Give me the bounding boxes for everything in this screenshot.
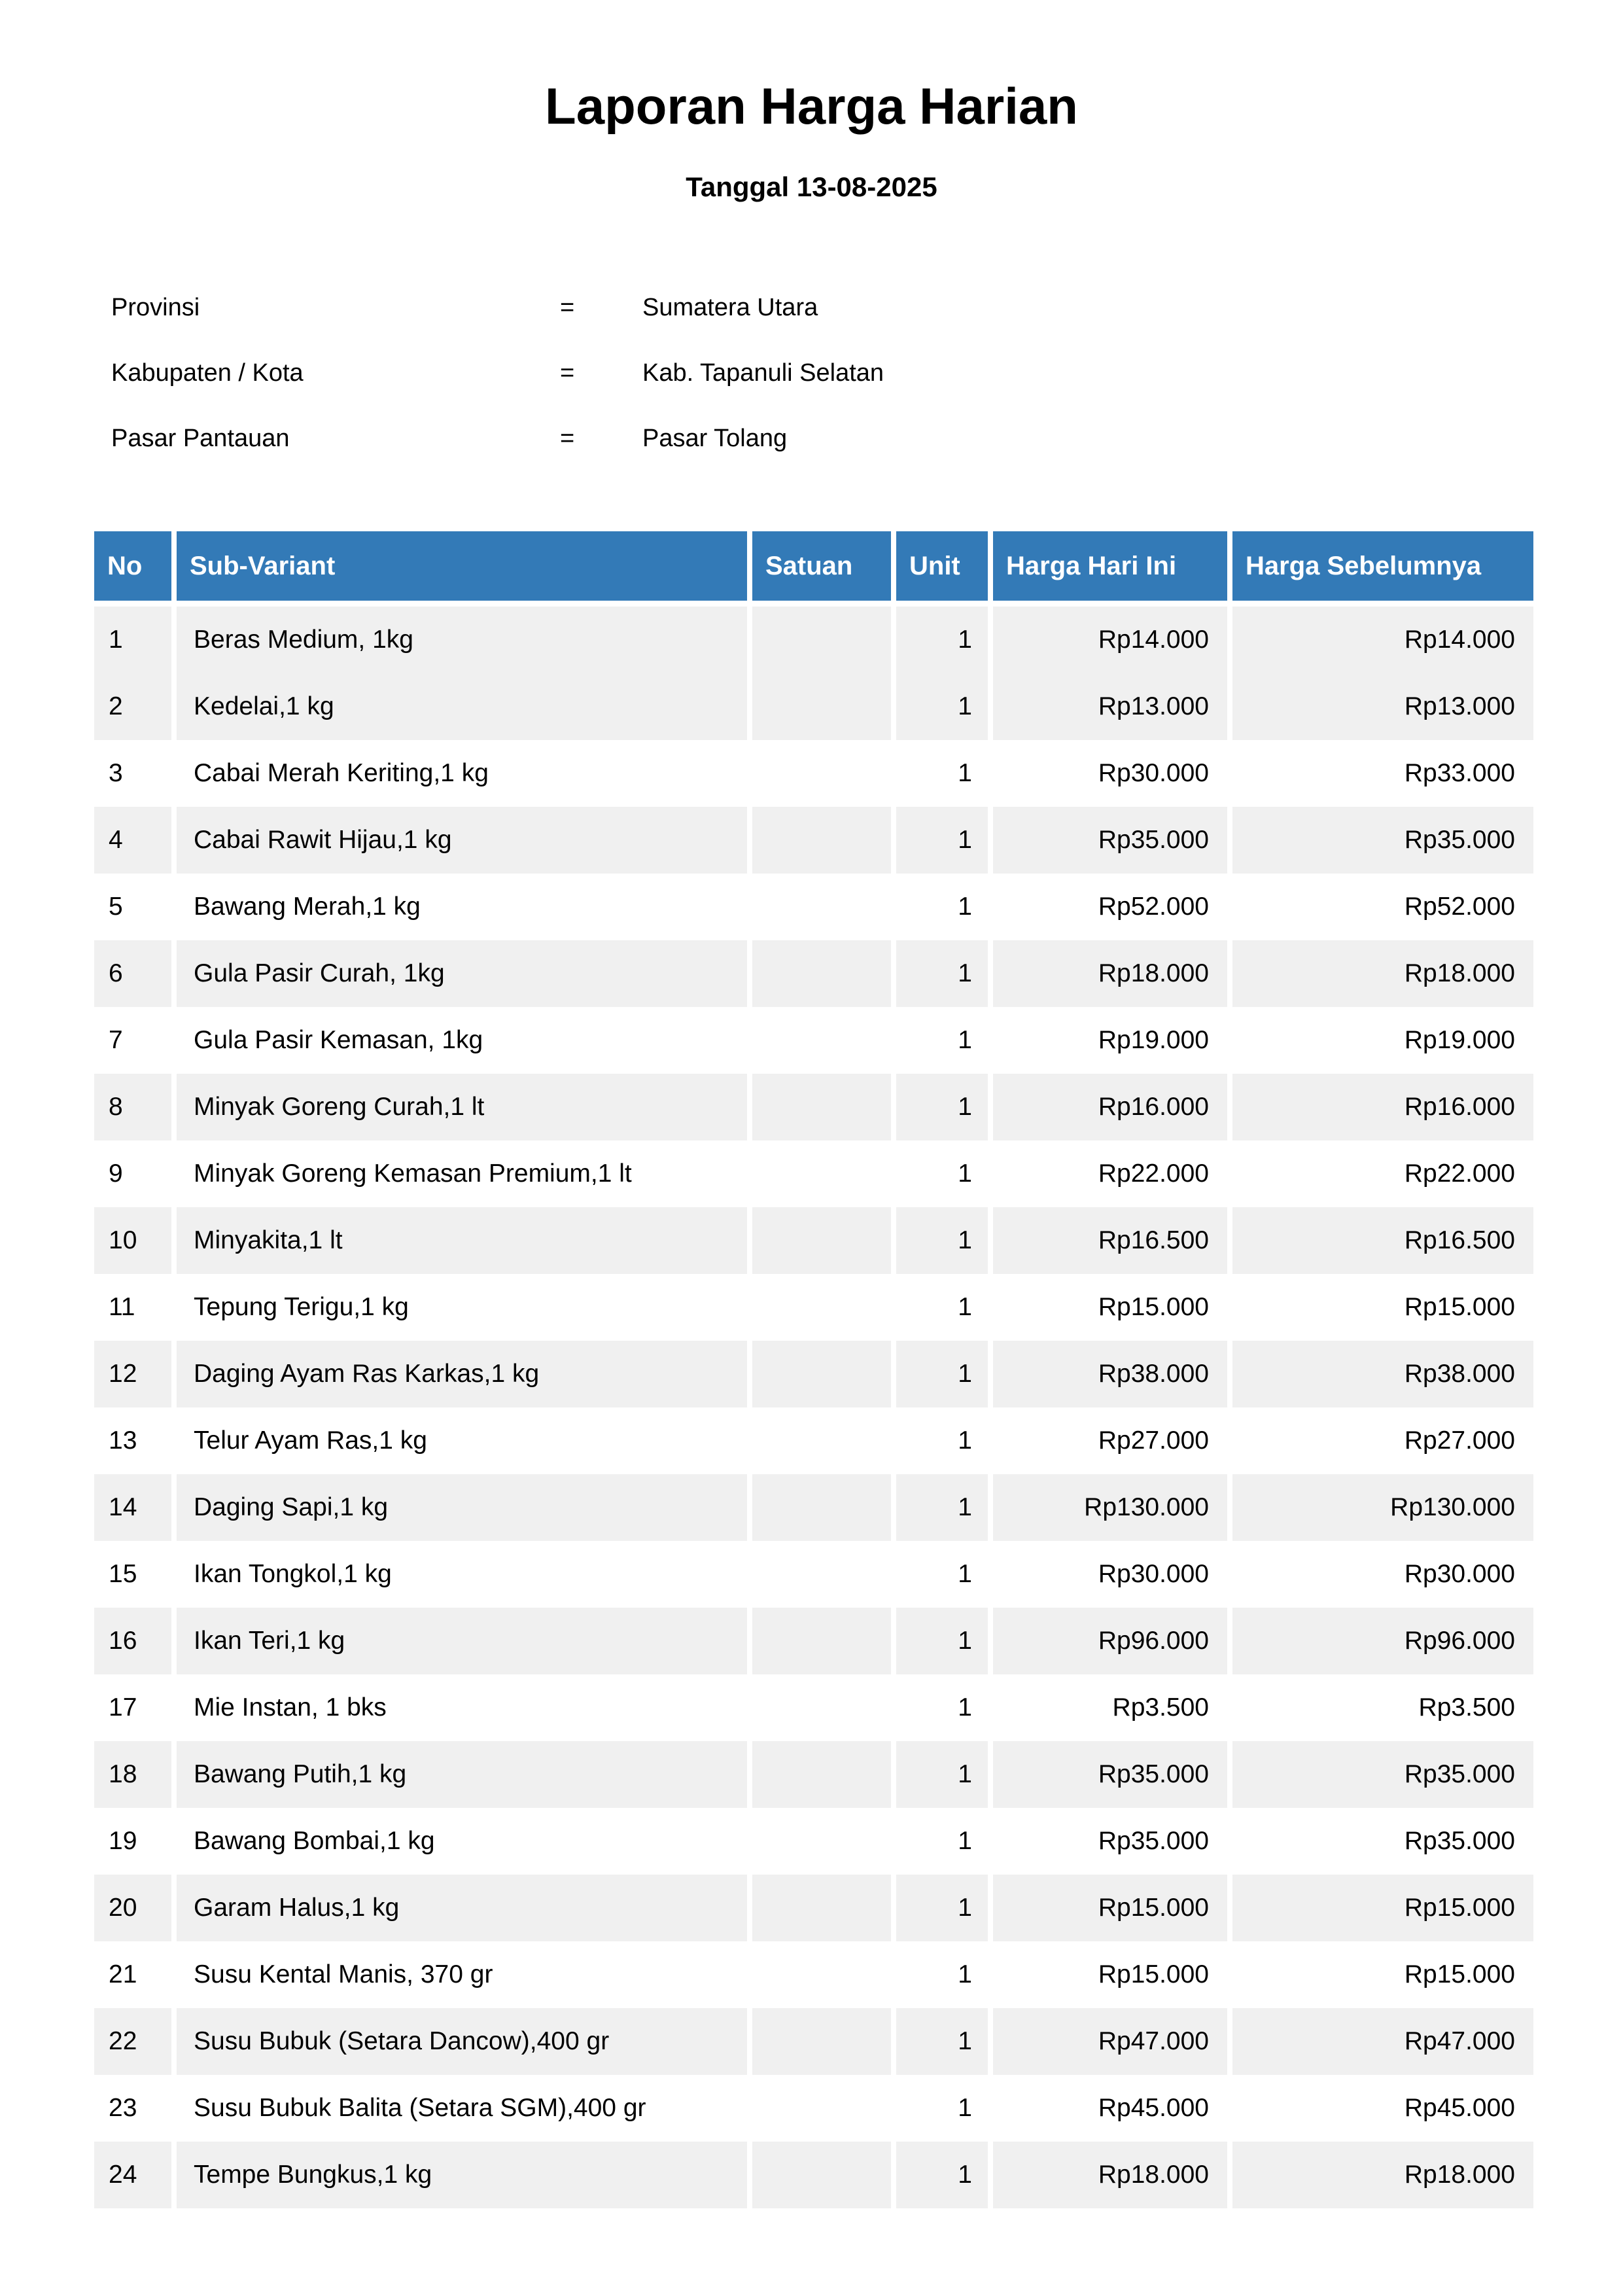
- cell-unit: 1: [896, 1341, 988, 1407]
- cell-no: 10: [94, 1207, 171, 1274]
- table-row: [94, 2075, 1533, 2142]
- cell-satuan: [752, 1608, 891, 1674]
- table-row: [94, 1407, 1533, 1474]
- cell-no: 2: [94, 673, 171, 740]
- cell-harga-sebelumnya: Rp16.000: [1232, 1074, 1533, 1140]
- cell-sub-variant: Bawang Bombai,1 kg: [177, 1808, 747, 1875]
- cell-sub-variant: Bawang Merah,1 kg: [177, 874, 747, 940]
- cell-satuan: [752, 1341, 891, 1407]
- cell-no: 12: [94, 1341, 171, 1407]
- cell-no: 22: [94, 2008, 171, 2075]
- cell-harga-hari-ini: Rp15.000: [993, 1875, 1227, 1941]
- cell-harga-sebelumnya: Rp22.000: [1232, 1140, 1533, 1207]
- cell-sub-variant: Daging Ayam Ras Karkas,1 kg: [177, 1341, 747, 1407]
- cell-harga-sebelumnya: Rp15.000: [1232, 1941, 1533, 2008]
- cell-unit: 1: [896, 673, 988, 740]
- cell-harga-hari-ini: Rp15.000: [993, 1941, 1227, 2008]
- cell-unit: 1: [896, 1140, 988, 1207]
- cell-satuan: [752, 1074, 891, 1140]
- cell-harga-hari-ini: Rp22.000: [993, 1140, 1227, 1207]
- cell-satuan: [752, 2075, 891, 2142]
- cell-satuan: [752, 1541, 891, 1608]
- metadata-equals: =: [560, 359, 575, 387]
- cell-sub-variant: Tepung Terigu,1 kg: [177, 1274, 747, 1341]
- cell-sub-variant: Gula Pasir Curah, 1kg: [177, 940, 747, 1007]
- cell-harga-hari-ini: Rp130.000: [993, 1474, 1227, 1541]
- cell-harga-hari-ini: Rp16.500: [993, 1207, 1227, 1274]
- table-row: [94, 874, 1533, 940]
- cell-harga-sebelumnya: Rp14.000: [1232, 607, 1533, 673]
- cell-no: 1: [94, 607, 171, 673]
- header-cell-no: No: [94, 531, 171, 601]
- cell-satuan: [752, 673, 891, 740]
- price-table: [94, 531, 1533, 2208]
- cell-no: 3: [94, 740, 171, 807]
- cell-no: 6: [94, 940, 171, 1007]
- table-row: [94, 940, 1533, 1007]
- cell-unit: 1: [896, 1474, 988, 1541]
- table-row: [94, 807, 1533, 874]
- table-row: [94, 1274, 1533, 1341]
- cell-harga-hari-ini: Rp27.000: [993, 1407, 1227, 1474]
- cell-sub-variant: Cabai Merah Keriting,1 kg: [177, 740, 747, 807]
- table-row: [94, 1207, 1533, 1274]
- cell-unit: 1: [896, 1207, 988, 1274]
- cell-sub-variant: Susu Bubuk Balita (Setara SGM),400 gr: [177, 2075, 747, 2142]
- cell-no: 18: [94, 1741, 171, 1808]
- cell-unit: 1: [896, 1875, 988, 1941]
- cell-sub-variant: Garam Halus,1 kg: [177, 1875, 747, 1941]
- cell-harga-sebelumnya: Rp19.000: [1232, 1007, 1533, 1074]
- cell-unit: 1: [896, 2008, 988, 2075]
- metadata-value: Kab. Tapanuli Selatan: [642, 359, 884, 387]
- cell-no: 21: [94, 1941, 171, 2008]
- cell-harga-hari-ini: Rp45.000: [993, 2075, 1227, 2142]
- cell-sub-variant: Gula Pasir Kemasan, 1kg: [177, 1007, 747, 1074]
- cell-no: 5: [94, 874, 171, 940]
- page-title: Laporan Harga Harian: [545, 77, 1078, 135]
- cell-harga-sebelumnya: Rp130.000: [1232, 1474, 1533, 1541]
- cell-harga-sebelumnya: Rp35.000: [1232, 1808, 1533, 1875]
- table-row: [94, 1541, 1533, 1608]
- header-cell-harga-sebelumnya: Harga Sebelumnya: [1232, 531, 1533, 601]
- report-metadata: [111, 275, 1420, 471]
- table-row: [94, 1474, 1533, 1541]
- cell-harga-sebelumnya: Rp33.000: [1232, 740, 1533, 807]
- cell-no: 16: [94, 1608, 171, 1674]
- table-row: [94, 2142, 1533, 2208]
- cell-unit: 1: [896, 807, 988, 874]
- cell-no: 15: [94, 1541, 171, 1608]
- cell-sub-variant: Ikan Tongkol,1 kg: [177, 1541, 747, 1608]
- cell-harga-sebelumnya: Rp15.000: [1232, 1274, 1533, 1341]
- cell-satuan: [752, 1875, 891, 1941]
- cell-unit: 1: [896, 2075, 988, 2142]
- header-cell-unit: Unit: [896, 531, 988, 601]
- cell-sub-variant: Ikan Teri,1 kg: [177, 1608, 747, 1674]
- cell-sub-variant: Minyakita,1 lt: [177, 1207, 747, 1274]
- cell-no: 8: [94, 1074, 171, 1140]
- metadata-value: Sumatera Utara: [642, 293, 818, 321]
- cell-harga-sebelumnya: Rp18.000: [1232, 940, 1533, 1007]
- cell-harga-sebelumnya: Rp45.000: [1232, 2075, 1533, 2142]
- metadata-label: Provinsi: [111, 293, 200, 321]
- cell-harga-sebelumnya: Rp30.000: [1232, 1541, 1533, 1608]
- table-row: [94, 1674, 1533, 1741]
- cell-harga-sebelumnya: Rp13.000: [1232, 673, 1533, 740]
- cell-sub-variant: Mie Instan, 1 bks: [177, 1674, 747, 1741]
- header-cell-harga-hari-ini: Harga Hari Ini: [993, 531, 1227, 601]
- cell-no: 20: [94, 1875, 171, 1941]
- cell-satuan: [752, 1474, 891, 1541]
- cell-harga-sebelumnya: Rp27.000: [1232, 1407, 1533, 1474]
- cell-sub-variant: Daging Sapi,1 kg: [177, 1474, 747, 1541]
- metadata-row-provinsi: [111, 275, 1420, 340]
- cell-harga-sebelumnya: Rp16.500: [1232, 1207, 1533, 1274]
- table-row: [94, 1741, 1533, 1808]
- cell-sub-variant: Minyak Goreng Curah,1 lt: [177, 1074, 747, 1140]
- metadata-label: Pasar Pantauan: [111, 424, 290, 452]
- cell-harga-sebelumnya: Rp35.000: [1232, 1741, 1533, 1808]
- cell-harga-sebelumnya: Rp15.000: [1232, 1875, 1533, 1941]
- cell-harga-hari-ini: Rp30.000: [993, 740, 1227, 807]
- cell-harga-hari-ini: Rp30.000: [993, 1541, 1227, 1608]
- cell-harga-sebelumnya: Rp18.000: [1232, 2142, 1533, 2208]
- cell-satuan: [752, 1274, 891, 1341]
- cell-no: 24: [94, 2142, 171, 2208]
- cell-harga-hari-ini: Rp18.000: [993, 2142, 1227, 2208]
- cell-harga-sebelumnya: Rp96.000: [1232, 1608, 1533, 1674]
- cell-unit: 1: [896, 874, 988, 940]
- cell-satuan: [752, 1207, 891, 1274]
- cell-harga-hari-ini: Rp15.000: [993, 1274, 1227, 1341]
- cell-harga-hari-ini: Rp38.000: [993, 1341, 1227, 1407]
- cell-sub-variant: Susu Kental Manis, 370 gr: [177, 1941, 747, 2008]
- cell-satuan: [752, 1140, 891, 1207]
- table-body: [94, 607, 1533, 2208]
- cell-sub-variant: Minyak Goreng Kemasan Premium,1 lt: [177, 1140, 747, 1207]
- cell-harga-hari-ini: Rp3.500: [993, 1674, 1227, 1741]
- cell-harga-hari-ini: Rp35.000: [993, 1741, 1227, 1808]
- cell-no: 17: [94, 1674, 171, 1741]
- cell-harga-hari-ini: Rp16.000: [993, 1074, 1227, 1140]
- cell-unit: 1: [896, 1608, 988, 1674]
- metadata-row-pasar-pantauan: [111, 406, 1420, 471]
- cell-satuan: [752, 1407, 891, 1474]
- table-row: [94, 673, 1533, 740]
- cell-satuan: [752, 940, 891, 1007]
- cell-unit: 1: [896, 1808, 988, 1875]
- metadata-equals: =: [560, 424, 575, 452]
- cell-harga-sebelumnya: Rp38.000: [1232, 1341, 1533, 1407]
- cell-harga-sebelumnya: Rp47.000: [1232, 2008, 1533, 2075]
- cell-sub-variant: Tempe Bungkus,1 kg: [177, 2142, 747, 2208]
- cell-no: 19: [94, 1808, 171, 1875]
- cell-harga-hari-ini: Rp19.000: [993, 1007, 1227, 1074]
- cell-unit: 1: [896, 1541, 988, 1608]
- cell-satuan: [752, 807, 891, 874]
- cell-sub-variant: Telur Ayam Ras,1 kg: [177, 1407, 747, 1474]
- table-row: [94, 2008, 1533, 2075]
- metadata-value: Pasar Tolang: [642, 424, 788, 452]
- cell-satuan: [752, 607, 891, 673]
- cell-satuan: [752, 1674, 891, 1741]
- cell-unit: 1: [896, 1407, 988, 1474]
- table-row: [94, 1875, 1533, 1941]
- cell-unit: 1: [896, 1741, 988, 1808]
- cell-unit: 1: [896, 1274, 988, 1341]
- cell-satuan: [752, 1741, 891, 1808]
- cell-no: 23: [94, 2075, 171, 2142]
- table-row: [94, 1341, 1533, 1407]
- cell-no: 7: [94, 1007, 171, 1074]
- cell-sub-variant: Beras Medium, 1kg: [177, 607, 747, 673]
- metadata-row-kabupaten-kota: [111, 340, 1420, 406]
- cell-no: 11: [94, 1274, 171, 1341]
- table-row: [94, 1007, 1533, 1074]
- cell-harga-hari-ini: Rp14.000: [993, 607, 1227, 673]
- cell-satuan: [752, 1808, 891, 1875]
- cell-satuan: [752, 740, 891, 807]
- cell-harga-sebelumnya: Rp3.500: [1232, 1674, 1533, 1741]
- cell-unit: 1: [896, 740, 988, 807]
- cell-harga-hari-ini: Rp47.000: [993, 2008, 1227, 2075]
- cell-satuan: [752, 2142, 891, 2208]
- cell-unit: 1: [896, 1941, 988, 2008]
- cell-no: 13: [94, 1407, 171, 1474]
- cell-harga-hari-ini: Rp18.000: [993, 940, 1227, 1007]
- header-cell-satuan: Satuan: [752, 531, 891, 601]
- table-row: [94, 607, 1533, 673]
- table-row: [94, 1140, 1533, 1207]
- cell-harga-sebelumnya: Rp35.000: [1232, 807, 1533, 874]
- cell-unit: 1: [896, 1007, 988, 1074]
- cell-satuan: [752, 1007, 891, 1074]
- cell-harga-hari-ini: Rp13.000: [993, 673, 1227, 740]
- cell-harga-hari-ini: Rp35.000: [993, 807, 1227, 874]
- cell-satuan: [752, 2008, 891, 2075]
- table-header-row: [94, 531, 1533, 601]
- cell-no: 9: [94, 1140, 171, 1207]
- table-row: [94, 1941, 1533, 2008]
- cell-unit: 1: [896, 1674, 988, 1741]
- table-row: [94, 1808, 1533, 1875]
- cell-sub-variant: Bawang Putih,1 kg: [177, 1741, 747, 1808]
- cell-harga-sebelumnya: Rp52.000: [1232, 874, 1533, 940]
- table-row: [94, 1074, 1533, 1140]
- cell-satuan: [752, 874, 891, 940]
- table-row: [94, 1608, 1533, 1674]
- cell-harga-hari-ini: Rp52.000: [993, 874, 1227, 940]
- page-subtitle: Tanggal 13-08-2025: [686, 171, 937, 202]
- cell-unit: 1: [896, 2142, 988, 2208]
- table-row: [94, 740, 1533, 807]
- cell-unit: 1: [896, 1074, 988, 1140]
- cell-harga-hari-ini: Rp35.000: [993, 1808, 1227, 1875]
- cell-sub-variant: Cabai Rawit Hijau,1 kg: [177, 807, 747, 874]
- cell-no: 14: [94, 1474, 171, 1541]
- cell-unit: 1: [896, 607, 988, 673]
- cell-satuan: [752, 1941, 891, 2008]
- cell-harga-hari-ini: Rp96.000: [993, 1608, 1227, 1674]
- cell-no: 4: [94, 807, 171, 874]
- cell-unit: 1: [896, 940, 988, 1007]
- cell-sub-variant: Susu Bubuk (Setara Dancow),400 gr: [177, 2008, 747, 2075]
- metadata-label: Kabupaten / Kota: [111, 359, 304, 387]
- metadata-equals: =: [560, 293, 575, 321]
- cell-sub-variant: Kedelai,1 kg: [177, 673, 747, 740]
- header-cell-sub-variant: Sub-Variant: [177, 531, 747, 601]
